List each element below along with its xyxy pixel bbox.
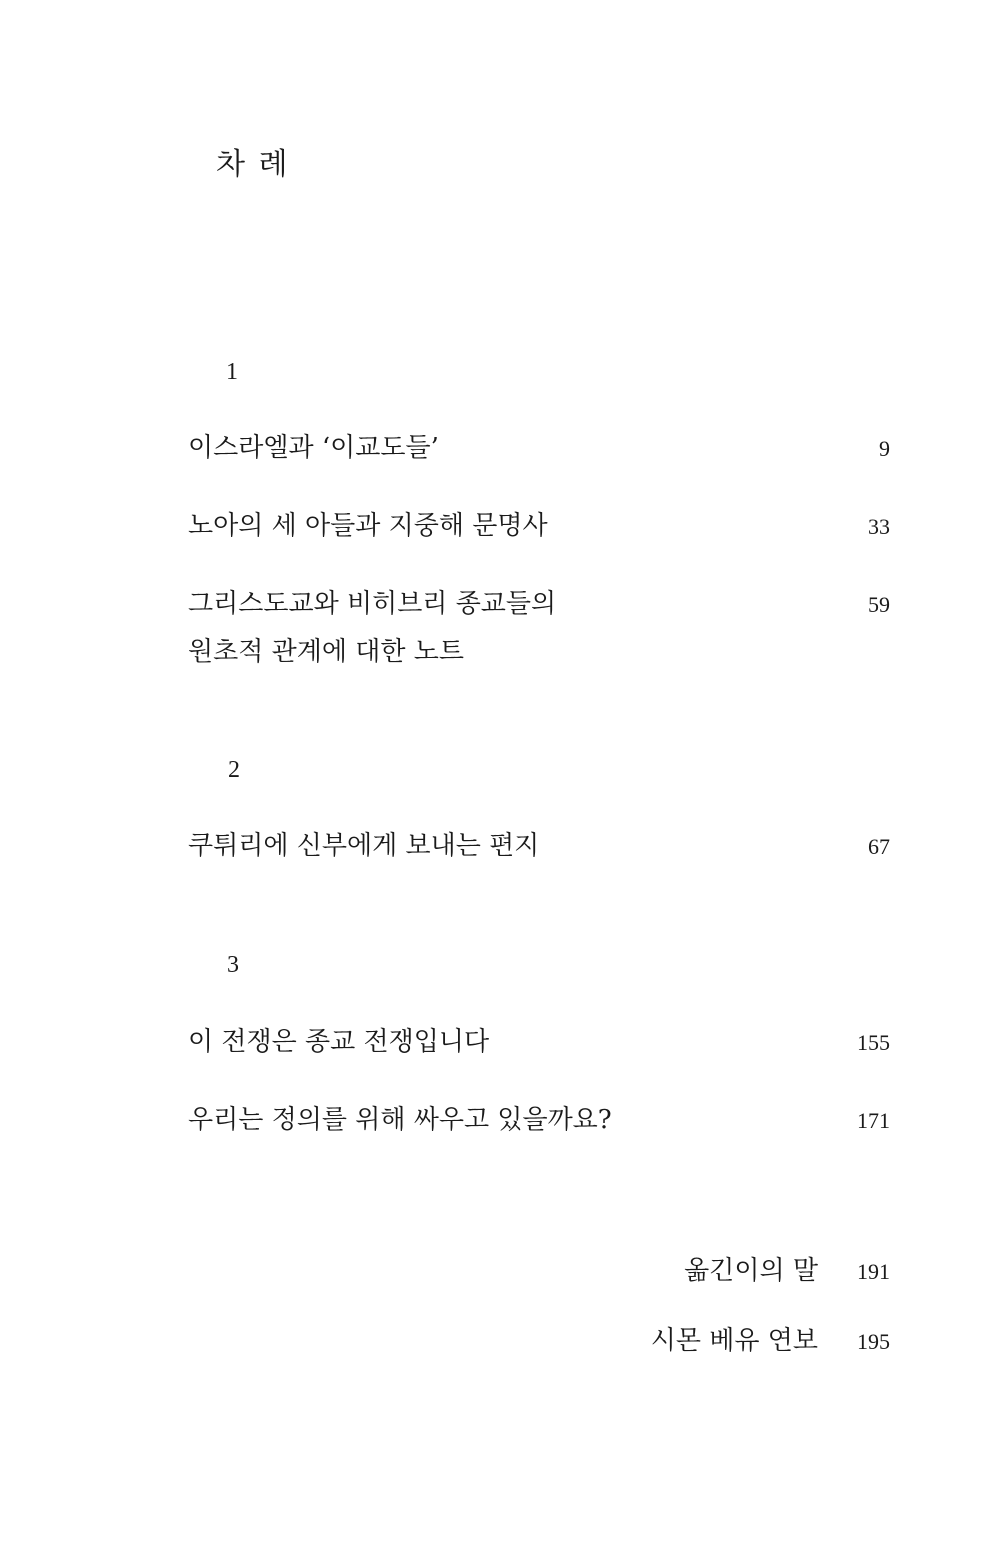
toc-entry-title: 우리는 정의를 위해 싸우고 있을까요? bbox=[188, 1105, 612, 1135]
toc-entry-title-line-2: 원초적 관계에 대한 노트 bbox=[188, 637, 464, 667]
page-title: 차 례 bbox=[216, 147, 290, 182]
toc-entry-page: 9 bbox=[879, 436, 890, 461]
toc-entry-title-line-1: 그리스도교와 비히브리 종교들의 bbox=[188, 589, 557, 619]
toc-entry-title: 이스라엘과 ‘이교도들’ bbox=[188, 433, 439, 463]
toc-entry-page: 155 bbox=[857, 1030, 890, 1055]
back-matter-title: 시몬 베유 연보 bbox=[650, 1326, 818, 1356]
section-number-1: 1 bbox=[226, 359, 238, 385]
toc-entry-page: 33 bbox=[868, 514, 890, 539]
back-matter-title: 옮긴이의 말 bbox=[684, 1256, 818, 1286]
toc-entry-title: 쿠튀리에 신부에게 보내는 편지 bbox=[188, 831, 540, 861]
toc-entry-page: 67 bbox=[868, 834, 890, 859]
toc-entry-page: 59 bbox=[868, 592, 890, 617]
section-number-3: 3 bbox=[227, 952, 239, 978]
toc-entry-page: 171 bbox=[857, 1108, 890, 1133]
back-matter-page: 191 bbox=[857, 1259, 890, 1284]
toc-entry-title: 노아의 세 아들과 지중해 문명사 bbox=[188, 511, 548, 541]
toc-entry-title: 이 전쟁은 종교 전쟁입니다 bbox=[188, 1027, 490, 1057]
back-matter-page: 195 bbox=[857, 1329, 890, 1354]
section-number-2: 2 bbox=[228, 757, 240, 783]
